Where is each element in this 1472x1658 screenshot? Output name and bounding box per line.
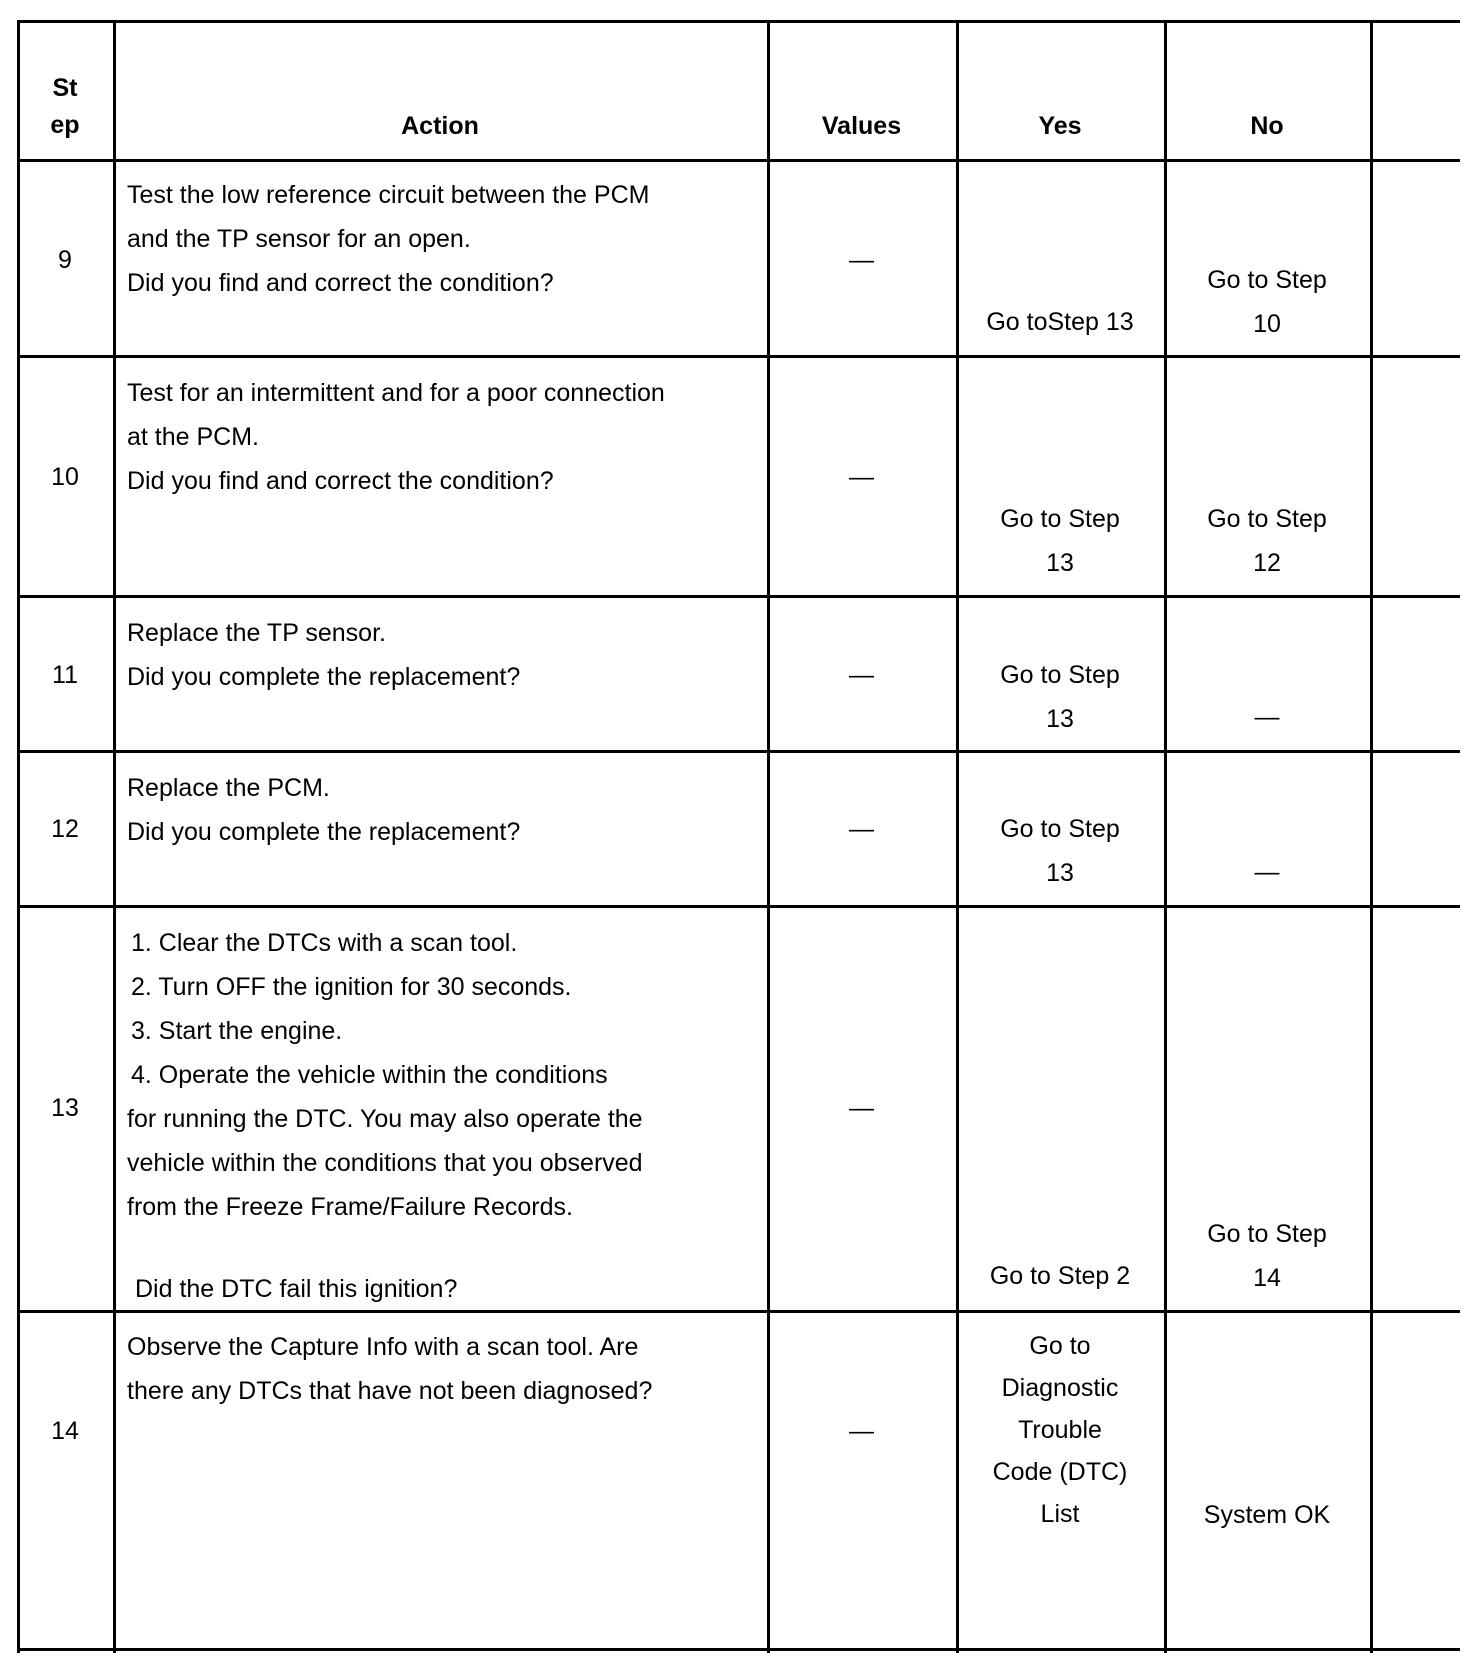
- header-no: No: [1250, 112, 1284, 140]
- no-cell: Go to Step 14: [1207, 1220, 1327, 1292]
- yes-cell: Go to Diagnostic Trouble Code (DTC) List: [992, 1332, 1128, 1528]
- action-text: Observe the Capture Info with a scan tool. Are there any DTCs that have not been diagnosed?: [127, 1333, 653, 1405]
- action-text: Test the low reference circuit between the PCM and the TP sensor for an open. Did you find and correct the condition?: [127, 181, 650, 297]
- yes-cell: Go toStep 13: [986, 308, 1134, 336]
- header-yes: Yes: [1038, 112, 1082, 140]
- values-cell: —: [849, 815, 874, 843]
- values-cell: —: [849, 1417, 874, 1445]
- yes-cell: Go to Step 13: [1000, 661, 1120, 733]
- yes-cell: Go to Step 13: [1000, 505, 1120, 577]
- no-cell: System OK: [1203, 1501, 1331, 1529]
- header-action: Action: [401, 112, 479, 140]
- diagnostic-table: [17, 20, 1460, 1653]
- action-text: Test for an intermittent and for a poor connection at the PCM. Did you find and correct the condition?: [127, 379, 665, 495]
- no-cell: Go to Step 10: [1207, 266, 1327, 338]
- values-cell: —: [849, 246, 874, 274]
- header-step: St ep: [50, 74, 80, 139]
- no-cell: —: [1254, 858, 1280, 886]
- no-cell: —: [1254, 703, 1280, 731]
- action-text: Replace the PCM. Did you complete the replacement?: [127, 774, 521, 846]
- row-divider: [17, 355, 1460, 358]
- step-number: 14: [51, 1417, 79, 1445]
- values-cell: —: [849, 1094, 874, 1122]
- action-text: Replace the TP sensor. Did you complete the replacement?: [127, 619, 521, 691]
- row-divider: [17, 1648, 1460, 1651]
- row-divider: [17, 595, 1460, 598]
- header-values: Values: [821, 112, 902, 140]
- step-number: 12: [51, 815, 79, 843]
- step-number: 13: [51, 1094, 79, 1122]
- action-text: 1. Clear the DTCs with a scan tool. 2. Turn OFF the ignition for 30 seconds. 3. Start the engine. 4. Operate the vehicle within the conditions for running the DTC. You may also operate the vehicle within the conditions that you observed from the Freeze Frame/Failure Records. Did the DTC fail this ignition?: [127, 929, 643, 1303]
- yes-cell: Go to Step 13: [1000, 815, 1120, 887]
- row-divider: [17, 20, 1460, 23]
- column-divider: [1370, 20, 1373, 1653]
- values-cell: —: [849, 463, 874, 491]
- row-divider: [17, 905, 1460, 908]
- step-number: 11: [52, 661, 78, 689]
- no-cell: Go to Step 12: [1207, 505, 1327, 577]
- yes-cell: Go to Step 2: [989, 1262, 1131, 1290]
- step-number: 10: [51, 463, 79, 491]
- step-number: 9: [58, 246, 72, 274]
- row-divider: [17, 750, 1460, 753]
- values-cell: —: [849, 661, 874, 689]
- row-divider: [17, 159, 1460, 162]
